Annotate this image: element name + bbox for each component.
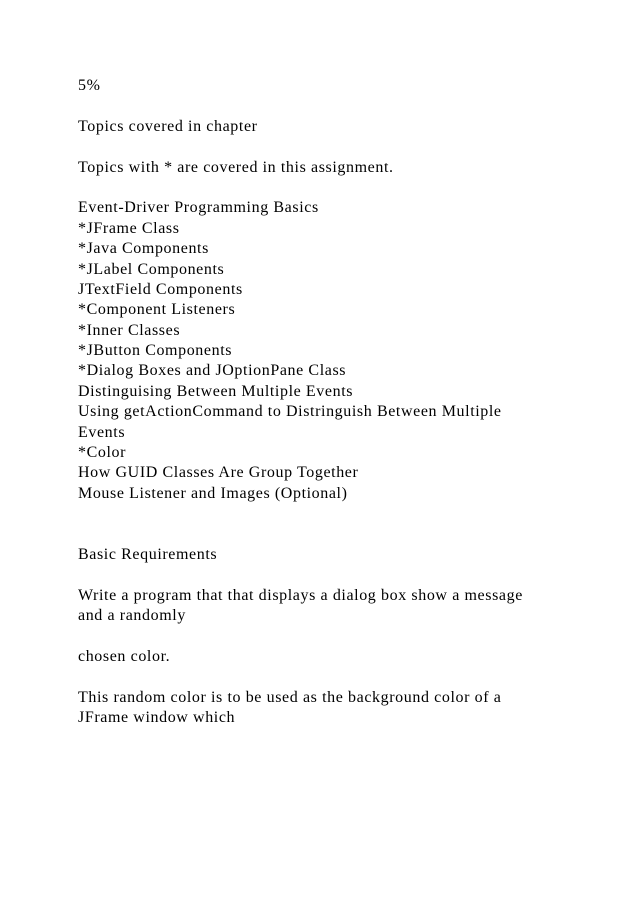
spacer — [78, 627, 578, 647]
document-body — [78, 76, 578, 729]
requirements-paragraph-line: Write a program that that displays a dialog box show a message — [78, 586, 523, 604]
topic-item: How GUID Classes Are Group Together — [78, 464, 359, 482]
spacer — [78, 178, 578, 198]
topic-item: *Dialog Boxes and JOptionPane Class — [78, 362, 347, 380]
topic-item: JTextField Components — [78, 280, 243, 298]
topic-item: *Java Components — [78, 240, 209, 258]
topic-item: *Color — [78, 444, 127, 462]
requirements-heading: Basic Requirements — [78, 546, 218, 563]
requirements-paragraph-line: and a randomly — [78, 607, 186, 625]
topic-item: Distinguising Between Multiple Events — [78, 382, 354, 400]
topic-item: Mouse Listener and Images (Optional) — [78, 484, 348, 502]
requirements-paragraph-line: JFrame window which — [78, 709, 236, 727]
topics-heading: Topics covered in chapter — [78, 117, 258, 135]
spacer — [78, 565, 578, 585]
topic-item: *Inner Classes — [78, 321, 181, 339]
spacer — [78, 667, 578, 687]
topic-item: Using getActionCommand to Distringuish Between Multiple — [78, 403, 502, 421]
topics-list — [78, 198, 578, 504]
topic-item: Event-Driver Programming Basics — [78, 199, 319, 217]
requirements-paragraph-line: chosen color. — [78, 647, 171, 665]
spacer — [78, 504, 578, 545]
topic-item: *JButton Components — [78, 342, 233, 360]
percentage-text: 5% — [78, 77, 101, 94]
topic-item: *JFrame Class — [78, 219, 180, 237]
topic-item: *JLabel Components — [78, 260, 225, 278]
spacer — [78, 96, 578, 116]
topics-note: Topics with * are covered in this assignment. — [78, 158, 394, 176]
spacer — [78, 137, 578, 157]
topic-item: Events — [78, 423, 126, 441]
topic-item: *Component Listeners — [78, 301, 236, 319]
requirements-paragraph-line: This random color is to be used as the background color of a — [78, 688, 502, 706]
